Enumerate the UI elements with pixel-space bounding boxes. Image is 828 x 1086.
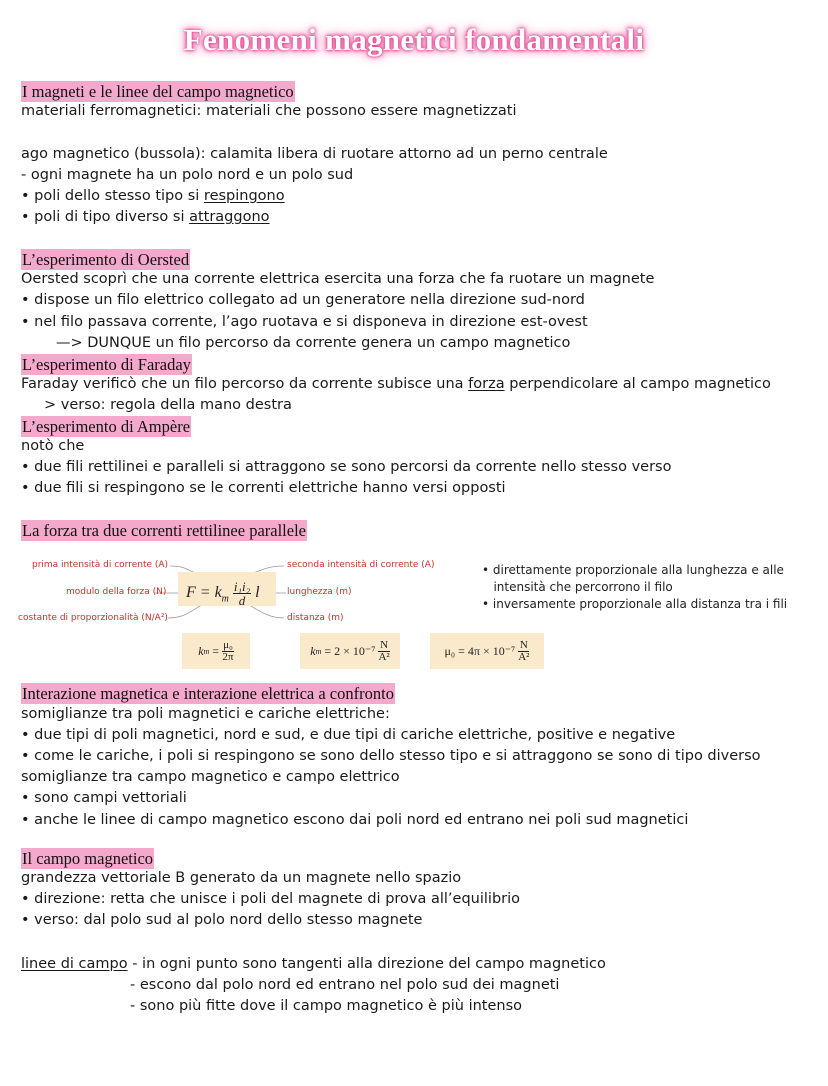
bullet-text: due fili rettilinei e paralleli si attraggono se sono percorsi da corrente nello stesso verso [34,459,672,475]
text-line: - escono dal polo nord ed entrano nel polo sud dei magneti [130,977,560,993]
note-line: > verso: regola della mano destra [44,397,292,413]
bullet-item: • due fili rettilinei e paralleli si attraggono se sono percorsi da corrente nello stesso verso [21,459,672,475]
underlined-word: respingono [203,188,285,204]
label-i2: seconda intensità di corrente (A) [287,560,435,570]
page-title: Fenomeni magnetici fondamentali [183,22,645,57]
heading-magneti: I magneti e le linee del campo magnetico [22,82,294,101]
bullet-item: • dispose un filo elettrico collegato ad un generatore nella direzione sud-nord [21,292,585,308]
bullet-item: • poli dello stesso tipo si respingono [21,188,285,204]
constant-km-mu: k m = $\frac{\text{μ₀}}{2\pi}$ [182,633,250,669]
constant-km-value: k m = 2 × 10⁻⁷ $\frac{N}{\text{A²}}$ [300,633,400,669]
label-F: modulo della forza (N) [66,587,167,597]
formula-box [178,572,276,606]
heading-faraday: L’esperimento di Faraday [22,355,191,374]
note-line: intensità che percorrono il filo [482,580,673,594]
formula: $F = k_m$ $\frac{\text{i₁i₂}}{d}$ l [186,579,260,608]
label-d: distanza (m) [287,613,344,623]
bullet-text: anche le linee di campo magnetico escono dai poli nord ed entrano nei poli sud magnetici [34,812,689,828]
heading-forza: La forza tra due correnti rettilinee parallele [22,521,306,540]
bullet-text: due tipi di poli magnetici, nord e sud, e due tipi di cariche elettriche, positive e negative [34,727,676,743]
text-line: - sono più fitte dove il campo magnetico è più intenso [130,998,523,1014]
bullet-item: • due tipi di poli magnetici, nord e sud, e due tipi di cariche elettriche, positive e negative [21,727,676,743]
note-line: • direttamente proporzionale alla lunghezza e alle [482,563,784,577]
heading-oersted: L’esperimento di Oersted [22,250,190,269]
bullet-text: verso: dal polo sud al polo nord dello stesso magnete [34,912,423,928]
text-line: notò che [21,438,85,454]
constant-mu0: μ₀ = 4π × 10⁻⁷ $\frac{N}{\text{A²}}$ [430,633,544,669]
bullet-item: • sono campi vettoriali [21,790,187,806]
text-line: materiali ferromagnetici: materiali che possono essere magnetizzati [21,103,517,119]
conclusion-line: —> DUNQUE un filo percorso da corrente genera un campo magnetico [56,335,571,351]
text-line: - ogni magnete ha un polo nord e un polo sud [21,167,354,183]
bullet-item: • nel filo passava corrente, l’ago ruotava e si disponeva in direzione est-ovest [21,314,588,330]
bullet-text: dispose un filo elettrico collegato ad un generatore nella direzione sud-nord [34,292,585,308]
bullet-item: • verso: dal polo sud al polo nord dello stesso magnete [21,912,423,928]
bullet-text: come le cariche, i poli si respingono se sono dello stesso tipo e si attraggono se sono di tipo diverso [34,748,761,764]
heading-interazione: Interazione magnetica e interazione elettrica a confronto [22,684,394,703]
text-part: Faraday verificò che un filo percorso da corrente subisce una [21,376,469,392]
text-part: perpendicolare al campo magnetico [504,376,771,392]
note-line: • inversamente proporzionale alla distanza tra i fili [482,597,788,611]
bullet-item: • anche le linee di campo magnetico escono dai poli nord ed entrano nei poli sud magnetici [21,812,689,828]
underlined-word: attraggono [189,209,270,225]
text-line: somiglianze tra campo magnetico e campo elettrico [21,769,400,785]
bullet-text: poli dello stesso tipo si [34,188,204,204]
underlined-term: linee di campo [21,956,128,972]
bullet-item: • due fili si respingono se le correnti elettriche hanno versi opposti [21,480,506,496]
bullet-text: direzione: retta che unisce i poli del magnete di prova all’equilibrio [34,891,521,907]
proportionality-notes [482,562,787,613]
heading-ampere: L’esperimento di Ampère [22,417,191,436]
label-km: costante di proporzionalità (N/A²) [18,613,168,623]
label-i1: prima intensità di corrente (A) [32,560,169,570]
bullet-text: poli di tipo diverso si [34,209,190,225]
bullet-text: due fili si respingono se le correnti elettriche hanno versi opposti [34,480,506,496]
underlined-word: forza [468,376,505,392]
text-line [21,954,606,974]
bullet-text: sono campi vettoriali [34,790,187,806]
bullet-text: nel filo passava corrente, l’ago ruotava e si disponeva in direzione est-ovest [34,314,588,330]
text-line [21,374,771,394]
text-line: Oersted scoprì che una corrente elettrica esercita una forza che fa ruotare un magnete [21,271,655,287]
bullet-item: • direzione: retta che unisce i poli del magnete di prova all’equilibrio [21,891,521,907]
bullet-item: • come le cariche, i poli si respingono se sono dello stesso tipo e si attraggono se sono di tipo diverso [21,748,761,764]
text-part: - in ogni punto sono tangenti alla direzione del campo magnetico [127,956,606,972]
label-l: lunghezza (m) [287,587,352,597]
text-line: grandezza vettoriale B generato da un magnete nello spazio [21,870,462,886]
bullet-item: • poli di tipo diverso si attraggono [21,209,270,225]
heading-campo: Il campo magnetico [22,849,154,868]
text-line: somiglianze tra poli magnetici e cariche elettriche: [21,706,390,722]
text-line: ago magnetico (bussola): calamita libera di ruotare attorno ad un perno centrale [21,146,608,162]
